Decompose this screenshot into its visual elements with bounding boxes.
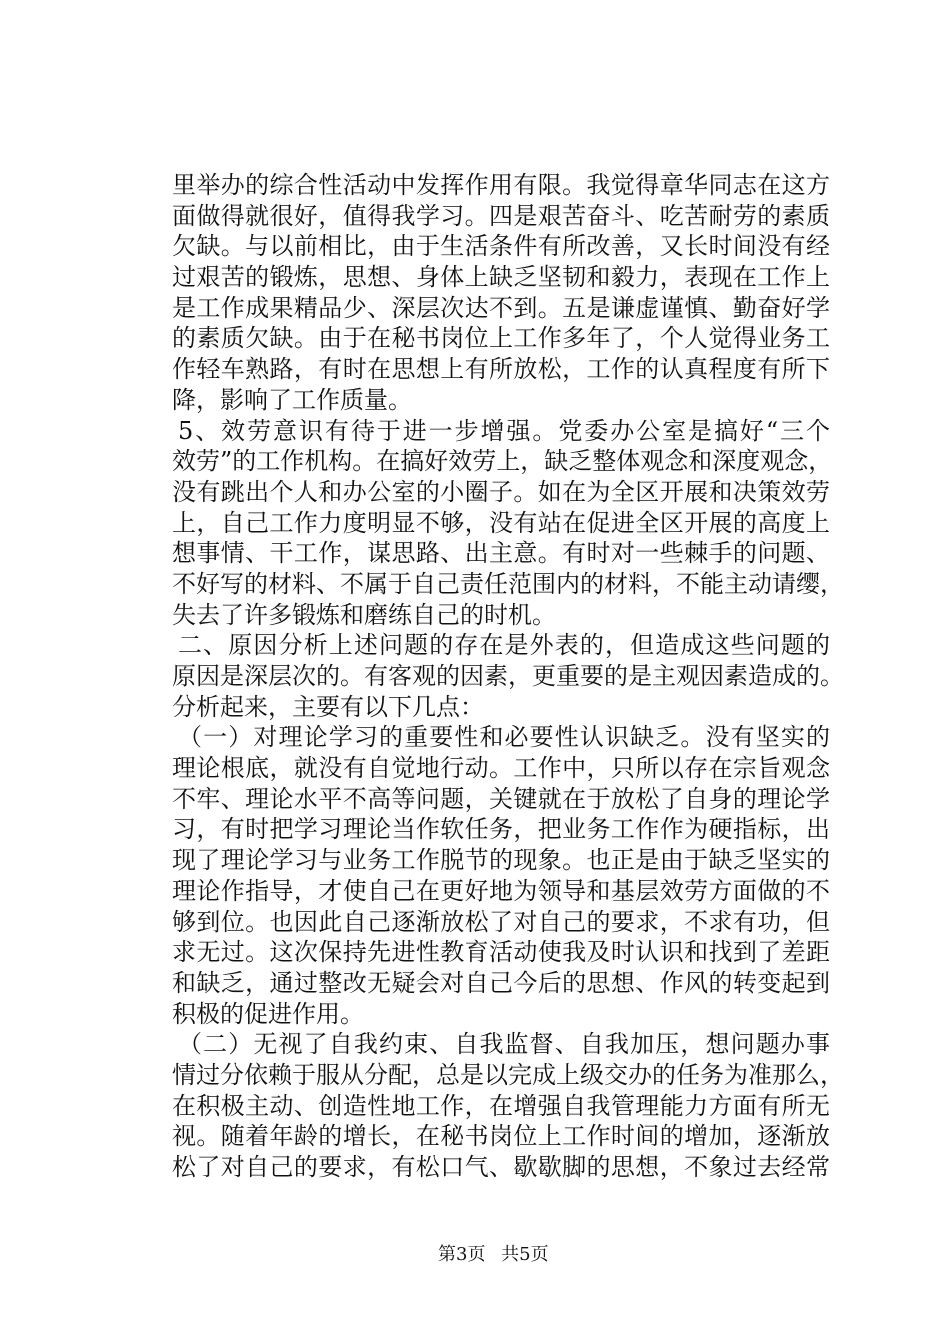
text-line: 习，有时把学习理论当作软任务，把业务工作作为硬指标，出 — [172, 815, 830, 844]
paragraph — [172, 170, 830, 416]
text-line: 二、原因分析上述问题的存在是外表的，但造成这些问题的 — [178, 631, 830, 660]
text-line: 情过分依赖于服从分配，总是以完成上级交办的任务为准那么， — [172, 1060, 844, 1089]
text-line: 面做得就很好，值得我学习。四是艰苦奋斗、吃苦耐劳的素质 — [172, 201, 830, 230]
paragraph — [172, 630, 844, 722]
paragraph — [172, 416, 844, 631]
text-line: （二）无视了自我约束、自我监督、自我加压，想问题办事 — [178, 1030, 830, 1059]
page-number-footer: 第3页 共5页 — [438, 1244, 549, 1265]
text-line: 求无过。这次保持先进性教育活动使我及时认识和找到了差距 — [172, 938, 830, 967]
text-line: 积极的促进作用。 — [172, 999, 364, 1028]
text-line: 里举办的综合性活动中发挥作用有限。我觉得章华同志在这方 — [172, 171, 830, 199]
text-line: 在积极主动、创造性地工作，在增强自我管理能力方面有所无 — [172, 1091, 830, 1120]
text-line: （一）对理论学习的重要性和必要性认识缺乏。没有坚实的 — [178, 723, 830, 752]
text-line: 松了对自己的要求，有松口气、歇歇脚的思想，不象过去经常 — [172, 1153, 830, 1181]
text-line: 想事情、干工作，谋思路、出主意。有时对一些棘手的问题、 — [172, 539, 830, 568]
text-line: 分析起来，主要有以下几点： — [172, 692, 484, 721]
text-line: 作轻车熟路，有时在思想上有所放松，工作的认真程度有所下 — [172, 355, 830, 384]
paragraph — [172, 722, 830, 1029]
text-line: 没有跳出个人和办公室的小圈子。如在为全区开展和决策效劳 — [172, 477, 830, 506]
text-line: 理论根底，就没有自觉地行动。工作中，只所以存在宗旨观念 — [172, 754, 830, 783]
text-line: 欠缺。与以前相比，由于生活条件有所改善，又长时间没有经 — [172, 232, 830, 261]
text-line: 降，影响了工作质量。 — [172, 385, 412, 414]
text-line: 和缺乏，通过整改无疑会对自己今后的思想、作风的转变起到 — [172, 968, 830, 997]
text-line: 效劳”的工作机构。在搞好效劳上，缺乏整体观念和深度观念， — [172, 447, 833, 476]
text-line: 够到位。也因此自己逐渐放松了对自己的要求，不求有功，但 — [172, 907, 830, 936]
text-line: 的素质欠缺。由于在秘书岗位上工作多年了，个人觉得业务工 — [172, 324, 830, 353]
text-line: 是工作成果精品少、深层次达不到。五是谦虚谨慎、勤奋好学 — [172, 293, 830, 322]
body-text — [172, 170, 844, 1183]
text-line: 理论作指导，才使自己在更好地为领导和基层效劳方面做的不 — [172, 876, 830, 905]
text-line: 视。随着年龄的增长，在秘书岗位上工作时间的增加，逐渐放 — [172, 1122, 830, 1151]
text-line: 上，自己工作力度明显不够，没有站在促进全区开展的高度上 — [172, 508, 830, 537]
text-line: 现了理论学习与业务工作脱节的现象。也正是由于缺乏坚实的 — [172, 846, 830, 875]
text-line: 过艰苦的锻炼，思想、身体上缺乏坚韧和毅力，表现在工作上 — [172, 263, 830, 292]
paragraph — [172, 1029, 844, 1182]
text-line: 不牢、理论水平不高等问题，关键就在于放松了自身的理论学 — [172, 784, 830, 813]
text-line: 不好写的材料、不属于自己责任范围内的材料，不能主动请缨， — [172, 569, 844, 598]
text-line: 失去了许多锻炼和磨练自己的时机。 — [172, 600, 556, 629]
text-line: 5、效劳意识有待于进一步增强。党委办公室是搞好“三个 — [178, 416, 830, 445]
text-line: 原因是深层次的。有客观的因素，更重要的是主观因素造成的。 — [172, 662, 844, 690]
